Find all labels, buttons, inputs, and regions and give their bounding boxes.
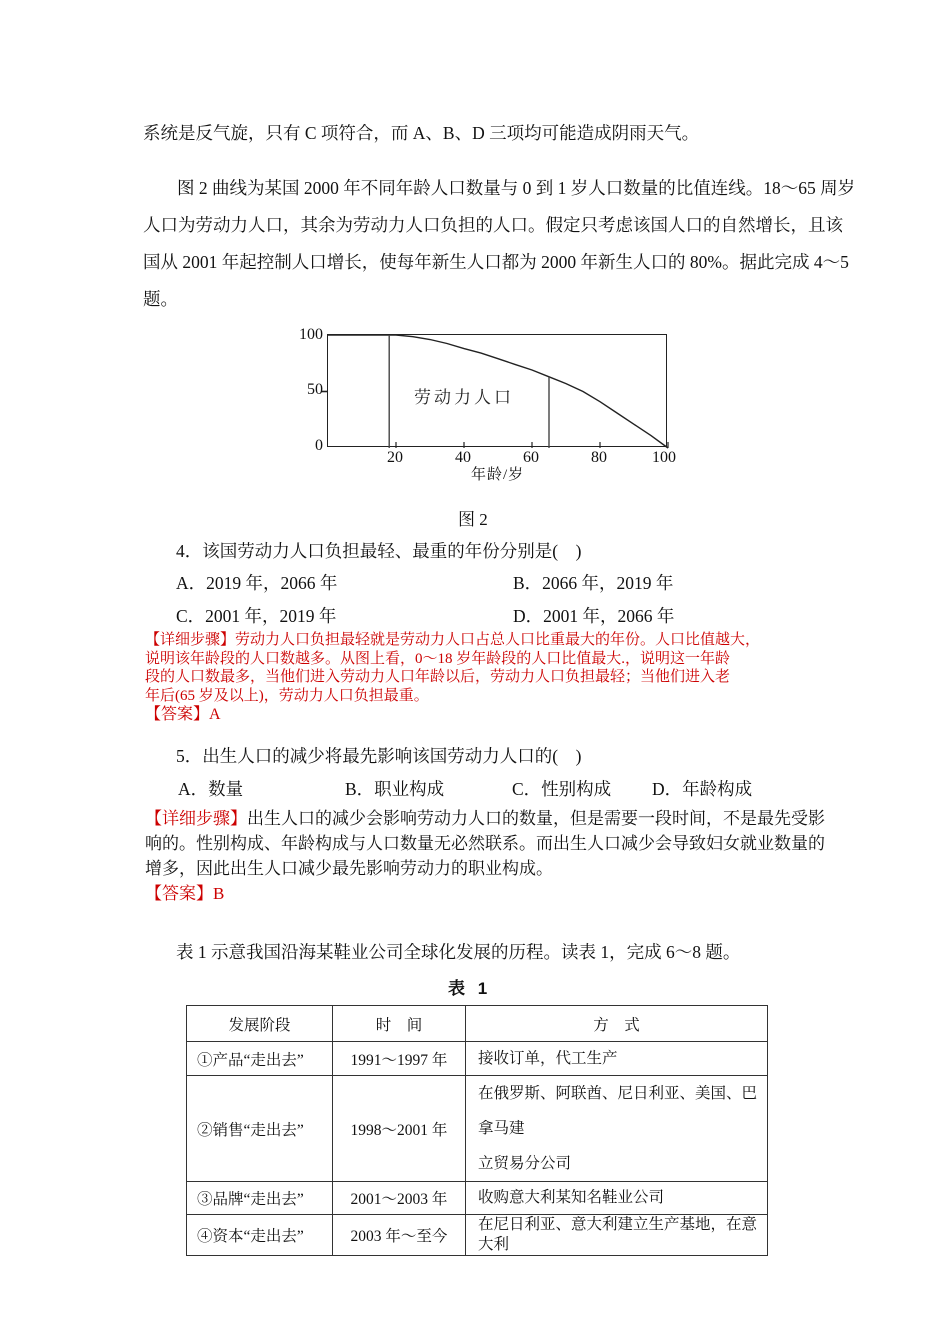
q5-option-b: B．职业构成 xyxy=(345,779,445,799)
q5-answer: 【答案】B xyxy=(145,884,225,903)
mode-line: 收购意大利某知名鞋业公司 xyxy=(478,1189,665,1206)
header-time: 时 间 xyxy=(333,1006,466,1042)
cell-time: 1991～1997 年 xyxy=(333,1042,466,1076)
development-stages-table xyxy=(186,1005,768,1256)
x-axis-title: 年龄/岁 xyxy=(471,467,525,483)
detail-steps-label: 【详细步骤】 xyxy=(145,809,247,828)
cell-stage: ①产品“走出去” xyxy=(187,1042,333,1076)
cell-time: 2003 年～至今 xyxy=(333,1215,466,1256)
q5-explanation-line: 响的。性别构成、年龄构成与人口数量无必然联系。而出生人口减少会导致妇女就业数量的 xyxy=(145,834,825,853)
q5-explanation-line: 增多，因此出生人口减少最先影响劳动力的职业构成。 xyxy=(145,859,553,878)
table-row xyxy=(187,1215,768,1256)
q4-explanation xyxy=(145,631,760,724)
table-caption: 表 1 xyxy=(448,979,492,998)
cell-mode xyxy=(466,1042,768,1076)
q4-explanation-line: 年后(65 岁及以上)，劳动力人口负担最重。 xyxy=(145,687,429,704)
intro-line: 人口为劳动力人口，其余为劳动力人口负担的人口。假定只考虑该国人口的自然增长，且该 xyxy=(143,215,843,235)
q4-explanation-line: 说明该年龄段的人口数越多。从图上看，0～18 岁年龄段的人口比值最大.，说明这一年龄 xyxy=(145,650,731,667)
cell-time: 1998～2001 年 xyxy=(333,1076,466,1182)
q4-option-a: A．2019 年，2066 年 xyxy=(176,573,338,593)
x-tick-100: 100 xyxy=(652,449,676,466)
q5-option-d: D．年龄构成 xyxy=(652,779,753,799)
table-row xyxy=(187,1076,768,1182)
question-intro-paragraph xyxy=(143,170,855,318)
cell-mode xyxy=(466,1182,768,1215)
header-stage: 发展阶段 xyxy=(187,1006,333,1042)
q4-option-d: D．2001 年，2066 年 xyxy=(513,606,675,626)
mode-line: 立贸易分公司 xyxy=(478,1155,572,1172)
table-intro-text: 表 1 示意我国沿海某鞋业公司全球化发展的历程。读表 1，完成 6～8 题。 xyxy=(176,942,741,962)
q4-explanation-line: 段的人口数最多，当他们进入劳动力人口年龄以后，劳动力人口负担最轻；当他们进入老 xyxy=(145,669,731,685)
intro-line: 国从 2001 年起控制人口增长，使每年新生人口都为 2000 年新生人口的 80%。据此完成 4～5 xyxy=(143,252,849,272)
cell-stage: ②销售“走出去” xyxy=(187,1076,333,1182)
x-tick-80: 80 xyxy=(591,449,607,466)
x-tick-40: 40 xyxy=(455,449,471,466)
plot-area xyxy=(327,334,667,447)
q4-option-b: B．2066 年，2019 年 xyxy=(513,573,674,593)
y-tick-0: 0 xyxy=(315,437,323,454)
table-header-row xyxy=(187,1006,768,1042)
figure-caption: 图 2 xyxy=(458,510,488,529)
mode-line: 在尼日利亚、意大利建立生产基地，在意大利 xyxy=(478,1216,758,1253)
x-tick-60: 60 xyxy=(523,449,539,466)
cell-stage: ③品牌“走出去” xyxy=(187,1182,333,1215)
y-tick-50: 50 xyxy=(307,381,323,398)
table-row xyxy=(187,1182,768,1215)
y-tick-100: 100 xyxy=(299,326,323,343)
q4-answer: 【答案】A xyxy=(145,706,221,723)
q5-explanation xyxy=(145,806,825,906)
q5-option-c: C．性别构成 xyxy=(512,779,612,799)
cell-time: 2001～2003 年 xyxy=(333,1182,466,1215)
mode-line: 在俄罗斯、阿联酋、尼日利亚、美国、巴拿马建 xyxy=(478,1085,758,1137)
q5-explanation-line xyxy=(145,806,825,831)
question-5-stem: 5．出生人口的减少将最先影响该国劳动力人口的( ) xyxy=(176,746,582,766)
intro-line: 题。 xyxy=(143,289,178,309)
intro-line: 图 2 曲线为某国 2000 年不同年龄人口数量与 0 到 1 岁人口数量的比值连线。18～65 周岁 xyxy=(177,178,856,198)
q5-option-a: A．数量 xyxy=(178,779,244,799)
previous-answer-text: 系统是反气旋，只有 C 项符合，而 A、B、D 三项均可能造成阴雨天气。 xyxy=(143,123,700,143)
mode-line: 接收订单，代工生产 xyxy=(478,1049,618,1067)
workforce-region-label: 劳动力人口 xyxy=(414,388,514,407)
cell-mode xyxy=(466,1076,768,1182)
question-4-stem: 4．该国劳动力人口负担最轻、最重的年份分别是( ) xyxy=(176,541,582,561)
header-mode: 方 式 xyxy=(466,1006,768,1042)
x-tick-20: 20 xyxy=(387,449,403,466)
q4-explanation-line: 【详细步骤】劳动力人口负担最轻就是劳动力人口占总人口比重最大的年份。人口比值越大， xyxy=(145,632,761,648)
cell-mode xyxy=(466,1215,768,1256)
cell-stage: ④资本“走出去” xyxy=(187,1215,333,1256)
table-row xyxy=(187,1042,768,1076)
q4-option-c: C．2001 年，2019 年 xyxy=(176,606,337,626)
q5-explanation-text: 出生人口的减少会影响劳动力人口的数量，但是需要一段时间，不是最先受影 xyxy=(247,809,825,828)
